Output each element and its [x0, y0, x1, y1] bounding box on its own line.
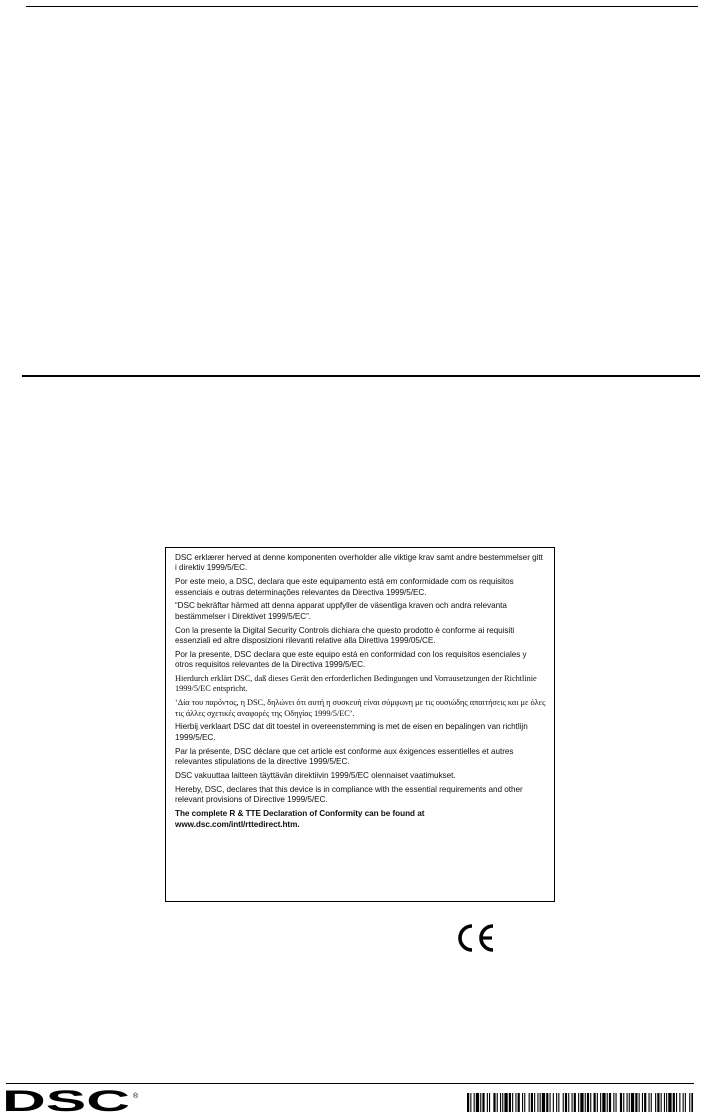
ce-mark-icon	[455, 922, 499, 954]
svg-text:DSC: DSC	[2, 1090, 130, 1112]
declaration-dutch: Hierbij verklaart DSC dat dit toestel in overeenstemming is met de eisen en bepalingen van richtlijn 1999/5/EC.	[175, 722, 528, 742]
declaration-greek: ‘Δία του παρόντος, η DSC, δηλώνει ότι αυτή η συσκευή είναι σύμφωνη με τις ουσιώδης απαιτήσεις και με όλες τις άλλες σχετικές αναφορές της Οδηγίας 1999/5/EC’.	[175, 698, 546, 718]
declaration-spanish: Por la presente, DSC declara que este equipo está en conformidad con los requisitos esenciales y otros requisitos relevantes de la Directiva 1999/5/EC.	[175, 649, 527, 670]
declaration-french: Par la présente, DSC déclare que cet article est conforme aux éxigences essentielles et autres relevantes stipulations de la directive 1999/5/EC.	[175, 746, 514, 767]
footer-rule	[6, 1083, 694, 1084]
declaration-of-conformity-box	[165, 547, 555, 902]
declaration-swedish: “DSC bekräftar härmed att denna apparat uppfyller de väsentliga kraven och andra relevanta bestämmelser i Direktivet 1999/5/EC”.	[175, 601, 507, 621]
declaration-english: Hereby, DSC, declares that this device is in compliance with the essential requirements and other relevant provisions of Directive 1999/5/EC.	[175, 784, 523, 805]
dsc-logo	[2, 1090, 142, 1112]
top-rule	[26, 6, 698, 7]
barcode-icon	[467, 1093, 693, 1112]
declaration-finnish: DSC vakuuttaa laitteen täyttävän direktiivin 1999/5/EC olennaiset vaatimukset.	[175, 770, 456, 780]
declaration-german: Hierdurch erklärt DSC, daß dieses Gerät den erforderlichen Bedingungen und Vorrausetzungen der Richtlinie 1999/5/EC entspricht.	[175, 674, 537, 694]
declaration-link-note: The complete R & TTE Declaration of Conformity can be found at www.dsc.com/intl/rttedirect.htm.	[175, 809, 425, 829]
svg-text:®: ®	[133, 1093, 139, 1100]
declaration-norwegian: DSC erklærer herved at denne komponenten overholder alle viktige krav samt andre bestemmelser gitt i direktiv 1999/5/EC.	[175, 553, 543, 573]
section-divider	[22, 375, 700, 377]
declaration-portuguese: Por este meio, a DSC, declara que este equipamento está em conformidade com os requisitos essenciais e outras determinações relevantes da Directiva 1999/5/EC.	[175, 577, 514, 597]
declaration-italian: Con la presente la Digital Security Controls dichiara che questo prodotto è conforme ai requisiti essenziali ed altre disposizioni rilevanti relative alla Direttiva 1999/05/CE.	[175, 625, 515, 646]
